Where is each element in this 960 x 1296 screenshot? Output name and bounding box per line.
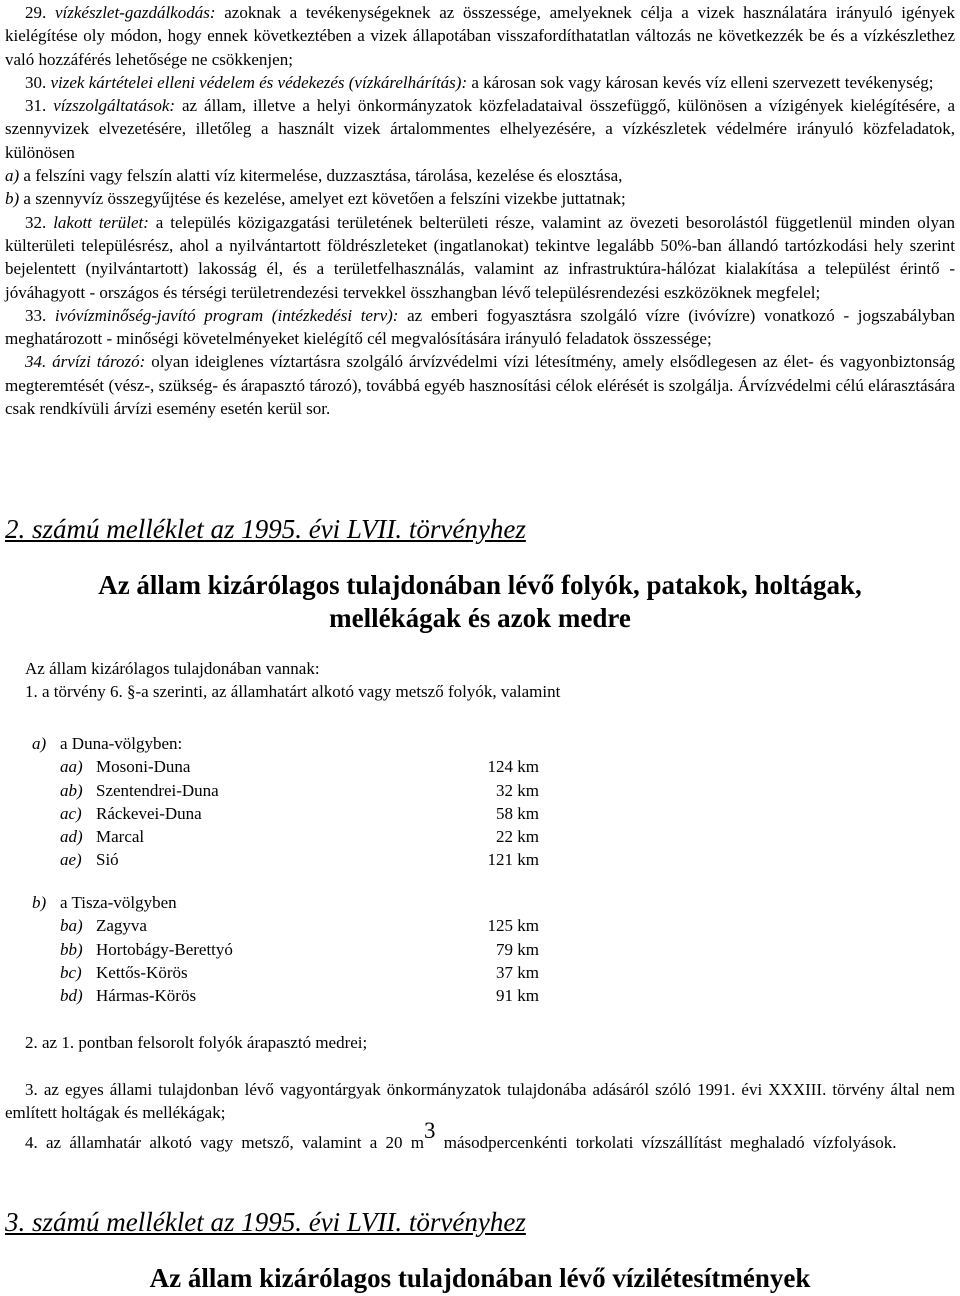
group-label: a Tisza-völgyben: [60, 893, 177, 912]
annex-2-title: Az állam kizárólagos tulajdonában lévő folyók, patakok, holtágak, mellékágak és azok medre: [98, 570, 862, 633]
river-row: aa) Mosoni-Duna 124 km: [60, 757, 539, 777]
definition-29: 29. vízkészlet-gazdálkodás: azoknak a tevékenységeknek az összessége, amelyeknek célja a vizek használatára irányuló igények kielégítése oly módon, hogy ennek következtében a vizek állapotában visszafordíthatatlan változás ne következzék be és a vízkészlethez való hozzáférés lehetősége ne csökkenjen;: [5, 3, 956, 69]
group-letter: a): [32, 734, 47, 753]
annex-2-item-2: 2. az 1. pontban felsorolt folyók árapasztó medrei;: [25, 1033, 368, 1052]
definition-33: 33. ivóvízminőség-javító program (intézkedési terv): az emberi fogyasztásra szolgáló vízre (ivóvízre) vonatkozó - jogszabályban meghatározott - minőségi követelményeket kielégítő cél megvalósítására irányuló feladatok összessége;: [5, 305, 956, 349]
river-row: ad) Marcal 22 km: [60, 827, 539, 847]
term: lakott terület:: [53, 212, 149, 232]
definitions: [5, 1, 955, 420]
group-label: a Duna-völgyben:: [60, 734, 183, 753]
definition-34: 34. árvízi tározó: olyan ideiglenes víztartásra szolgáló árvízvédelmi vízi létesítmény, amely elsődlegesen az élet- és vagyonbiztonság megteremtését (vész-, szükség- és árapasztó tározó), továbbá egyéb hasznosítási célok elérését is szolgálja. Árvízvédelmi célú elárasztására csak rendkívüli árvízi esemény esetén kerül sor.: [5, 352, 956, 419]
river-row: bb) Hortobágy-Berettyó 79 km: [60, 939, 539, 959]
river-row: ae) Sió 121 km: [60, 850, 539, 870]
group-header: [32, 891, 539, 914]
definition-32: 32. lakott terület: a település közigazgatási területének belterületi része, valamint az övezeti besorolástól függetlenül minden olyan külterületi településrész, ahol a nyilvántartott földrészleteket (ingatlanokat) tekintve legalább 50%-ban állandó tartózkodási hely szerint bejelentett (nyilvántartott) lakosság él, és a területfelhasználás, valamint az infrastruktúra-hálózat kialakítása a települést érintő - jóváhagyott - országos és térségi területrendezési tervekkel összhangban lévő településrendezési eszközöknek megfelel;: [5, 212, 955, 302]
annex-2-item-4: 4. az államhatár alkotó vagy metsző, valamint a 20 $m^3$ másodpercenkénti torkolati vízszállítást meghaladó vízfolyások.: [25, 1118, 897, 1152]
term: vizek kártételei elleni védelem és védekezés (vízkárelhárítás):: [50, 72, 468, 92]
annex-3-title: Az állam kizárólagos tulajdonában lévő vízilétesítmények: [149, 1263, 811, 1293]
annex-3-heading: 3. számú melléklet az 1995. évi LVII. törvényhez: [5, 1207, 526, 1237]
term: árvízi tározó:: [52, 352, 146, 372]
term: vízszolgáltatások:: [53, 96, 176, 116]
annex-2-intro: Az állam kizárólagos tulajdonában vannak:: [25, 659, 320, 678]
term: ivóvízminőség-javító program (intézkedési terv):: [54, 305, 399, 325]
river-group-b: [32, 891, 539, 1007]
annex-2-item-3: 3. az egyes állami tulajdonban lévő vagyontárgyak önkormányzatok tulajdonába adásáról szóló 1991. évi XXXIII. törvény által nem említett holtágak és mellékágak;: [5, 1080, 955, 1123]
group-header: [32, 732, 539, 755]
annex-2-item-1: 1. a törvény 6. §-a szerinti, az államhatárt alkotó vagy metsző folyók, valamint: [25, 682, 561, 701]
term: vízkészlet-gazdálkodás:: [54, 3, 216, 22]
definition-31: 31. vízszolgáltatások: az állam, illetve a helyi önkormányzatok közfeladataival összefüggő, különösen a vízigények kielégítésére, a szennyvizek elvezetésére, illetőleg a használt vizek ártalommentes elhelyezésére, a vízkészletek védelmére irányuló közfeladatok, különösen: [5, 96, 955, 162]
river-row: bc) Kettős-Körös 37 km: [60, 962, 539, 982]
group-letter: b): [32, 893, 47, 912]
definition-30: 30. vizek kártételei elleni védelem és védekezés (vízkárelhárítás): a károsan sok vagy károsan kevés víz elleni szervezett tevékenység;: [25, 72, 934, 92]
river-row: ba) Zagyva 125 km: [60, 916, 539, 936]
river-row: ab) Szentendrei-Duna 32 km: [60, 780, 539, 800]
river-row: bd) Hármas-Körös 91 km: [60, 986, 539, 1006]
river-row: ac) Ráckevei-Duna 58 km: [60, 803, 539, 823]
definition-31-sub-a: a) a felszíni vagy felszín alatti víz kitermelése, duzzasztása, tárolása, kezelése és elosztása,: [5, 166, 623, 186]
definition-31-sub-b: b) a szennyvíz összegyűjtése és kezelése, amelyet ezt követően a felszíni vizekbe juttatnak;: [5, 189, 626, 209]
river-group-a: [32, 732, 539, 872]
annex-2-heading: 2. számú melléklet az 1995. évi LVII. törvényhez: [5, 514, 526, 544]
